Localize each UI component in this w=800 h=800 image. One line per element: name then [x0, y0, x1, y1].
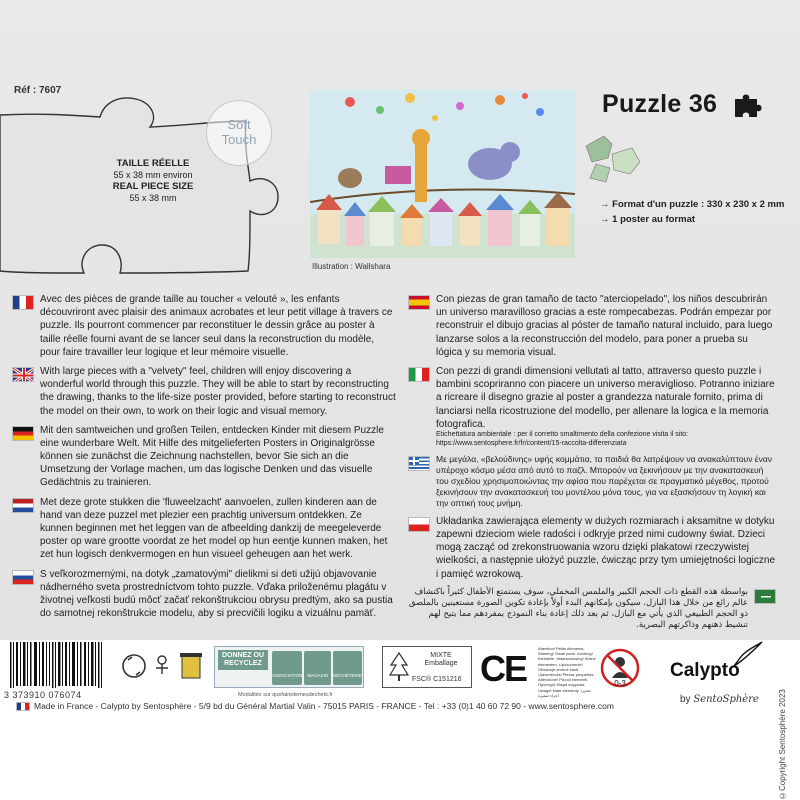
description-sk	[12, 568, 396, 621]
recycling-icons	[118, 648, 210, 684]
soft-touch-line2: Touch	[221, 132, 257, 147]
size-fr-value: 55 x 38 mm environ	[113, 169, 193, 180]
triman-label: DONNEZ OU RECYCLEZ	[218, 650, 268, 670]
piece-size-info	[98, 158, 208, 204]
description-column-right	[408, 293, 776, 638]
soft-touch-badge	[206, 100, 272, 166]
description-fr-text: Avec des pièces de grande taille au toucher « velouté », les enfants découvriront avec plaisir des animaux acrobates et leur petit village à travers ce puzzle. Ils pourront commencer par reconstituer le dessin grâce au poster à taille réelle fourni avant de se lancer seul dans la reconstruction du modèle, pour faire travailler leur logique et leur mémoire visuelle.	[40, 294, 393, 358]
bin-icon	[180, 653, 202, 678]
description-es-text: Con piezas de gran tamaño de tacto "aterciopelado", los niños descubrirán un universo maravilloso gracias a este rompecabezas. Podrán empezar por reconstruir el dibujo gracias al póster de tamaño natural incluido, para luego lanzarse solos a la reconstrucción del modelo, para poner a prueba su lógica y su memoria visual.	[436, 294, 773, 358]
age-warning-icon	[600, 648, 640, 688]
soft-touch-line1: Soft	[227, 117, 251, 133]
age-label: 0-3	[614, 679, 626, 688]
fsc-line2: Emballage	[424, 660, 458, 668]
description-pl-text: Układanka zawierająca elementy w dużych rozmiarach i aksamitne w dotyku zapewni dzieciom wiele radości i odkryje przed nimi cudowny świat. Dzieci mogą zacząć od zrekonstruowania wzoru dzięki plakatowi rzeczywistej wielkości, a następnie ułożyć puzzle, ćwicząc przy tym umiejętności logiczne i pamięć wzrokową.	[436, 515, 776, 580]
description-it-block	[436, 365, 776, 448]
spec-format-text: Format d'un puzzle : 330 x 230 x 2 mm	[612, 199, 785, 210]
brand-name: Calypto	[670, 660, 740, 681]
fsc-line1: MIXTE	[430, 652, 452, 659]
size-fr-title: TAILLE RÉELLE	[116, 158, 190, 169]
triman-items	[272, 651, 362, 685]
description-de	[12, 424, 396, 490]
description-fr	[12, 293, 396, 359]
triman-item-decheterie: DÉCHÈTERIE	[333, 651, 362, 685]
description-ar	[408, 587, 776, 632]
recycle-icon	[123, 655, 145, 677]
description-es	[408, 293, 776, 359]
spec-format: → Format d'un puzzle : 330 x 230 x 2 mm	[600, 199, 785, 210]
description-sk-text: S veľkorozmernými, na dotyk „zamatovými" dielikmi si deti užijú objavovanie nádherného sveta prostredníctvom tohto puzzle. Vďaka priloženému plagátu v životnej veľkosti budú môcť začať rekonštrukciou obrysu predtým, ako sa pustia do samotnej rekonštrukcie modelu, aby si precvičili logiku a vizuálnu pamäť.	[40, 568, 393, 620]
description-nl-text: Met deze grote stukken die 'fluweelzacht' aanvoelen, zullen kinderen aan de hand van deze puzzel met plezier een prachtig universum ontdekken. Ze kunnen beginnen met het leggen van de afbeelding dankzij de meegeleverde poster op ware grootte voordat ze het model op hun eentje kunnen maken, het zet hun logisch denkvermogen en hun visueel geheugen aan het werk.	[40, 496, 388, 561]
fsc-code: FSC® C151216	[412, 676, 462, 683]
description-nl	[12, 496, 396, 562]
description-it	[408, 365, 776, 448]
description-en-text: With large pieces with a "velvety" feel, children will enjoy discovering a wonderful world through this puzzle. They will be able to start by reconstructing the drawing, thanks to the life-size poster provided, before starting to reconstruct the model on their own, to work on their logic and visual memory.	[40, 365, 396, 417]
description-en	[12, 365, 396, 418]
puzzle-piece-icon	[733, 91, 765, 119]
size-en-value: 55 x 38 mm	[129, 193, 177, 203]
flag-poland-icon	[408, 517, 430, 532]
copyright-text: ©Copyright Sentosphère 2023	[778, 689, 787, 800]
flag-spain-icon	[408, 295, 430, 310]
flag-slovakia-icon	[12, 570, 34, 585]
flag-uk-icon	[12, 367, 34, 382]
brand-by: by	[680, 694, 691, 705]
fsc-tree-icon	[385, 649, 413, 685]
flag-germany-icon	[12, 426, 34, 441]
brand-sentosphere: SentoSphère	[693, 694, 759, 705]
product-title: Puzzle 36	[602, 90, 718, 118]
flag-netherlands-icon	[12, 498, 34, 513]
flag-greece-icon	[408, 456, 430, 471]
size-en-title: REAL PIECE SIZE	[112, 181, 194, 193]
triman-icon	[156, 656, 168, 674]
barcode-image	[4, 640, 116, 690]
illustration-caption: Illustration : Wallshara	[312, 262, 391, 271]
spec-poster: → 1 poster au format	[600, 214, 696, 225]
description-ar-text: بواسطة هذه القطع ذات الحجم الكبير والملمس المخملي، سوف يستمتع الأطفال كثيراً باكتشاف عالم رائع من خلال هذا البازل. سيكون بإمكانهم البدء أولاً بإعادة تكوين الصورة مستعينين بالملصق ذو الحجم الطبيعي الذي يأتي مع البازل، ثم بعد ذلك إعادة بناء النموذج بمفردهم مما يتيح لهم تنشيط ذهنهم وذاكرتهم البصرية.	[408, 586, 748, 631]
description-column-left	[12, 293, 396, 626]
made-in-france-line: Made in France - Calypto by Sentosphère - 5/9 bd du Général Martial Valin - 75015 PARIS - FRANCE - Tel : +33 (0)1 40 60 72 90 - www.sentosphere.com	[34, 701, 614, 711]
flag-france-small-icon	[16, 702, 30, 711]
loose-pieces-image	[582, 128, 652, 188]
description-el-text: Με μεγάλα, «βελούδινης» υφής κομμάτια, τα παιδιά θα λατρέψουν να ανακαλύπτουν έναν υπέροχο κόσμο μέσα από αυτό το παζλ. Μπορούν να ξεκινήσουν με την ανακατασκευή του σχεδίου χρησιμοποιώντας την αφίσα που παρέχεται σε πραγματικό μέγεθος, προτού ξεκινήσουν την ανακατασκευή του μοντέλου μόνα τους, για να εξασκήσουν τη λογική και την οπτική τους μνήμη.	[436, 454, 773, 508]
flag-arabic-icon	[754, 589, 776, 604]
flag-france-icon	[12, 295, 34, 310]
triman-item-magasin: MAGASIN	[304, 651, 331, 685]
puzzle-illustration	[310, 90, 575, 258]
description-it-text: Con pezzi di grandi dimensioni vellutati al tatto, attraverso questo puzzle i bambini scopriranno con piacere un universo meraviglioso. Potranno iniziare a ricreare il disegno grazie al poster a grandezza naturale fornito, prima di lanciarsi nella ricostruzione del modello, per allenare la logica e la memoria fotografica.	[436, 365, 775, 430]
small-parts-warning: Attention! Petits éléments. Warning! Small parts. Achtung! Kleinteile. Waarschuwing! Kleine elementen. Upozornenie! Obsahuje drobné časti. ¡Advertencia! Piezas pequeñas. Attenzione! Piccoli elementi. Προσοχή! Μικρά κομμάτια. Uwaga! Małe elementy. تحذير! أجزاء صغيرة	[538, 646, 596, 698]
triman-item-association: ASSOCIATION	[272, 651, 302, 685]
triman-note: Modalités sur quefairedemesdechets.fr	[238, 692, 333, 698]
flag-italy-icon	[408, 367, 430, 382]
description-el	[408, 454, 776, 508]
recycling-note: Etichettatura ambientale : per il corretto smaltimento della confezione visita il sito: https://www.sentosphere.fr/fr/content/15-raccolta-differenziata	[436, 430, 689, 447]
description-de-text: Mit den samtweichen und großen Teilen, entdecken Kinder mit diesem Puzzle eine wunderbare Welt. Mit Hilfe des mitgelieferten Posters in Originalgrösse können sie zunächst die Zeichnung nachstellen, bevor Sie sich an die Umsetzung der Vorlage machen, um das logische Denken und das visuelle Gedächtnis zu trainieren.	[40, 424, 384, 489]
fsc-text	[413, 652, 469, 669]
reference-number: Réf : 7607	[14, 85, 62, 96]
barcode-number: 3 373910 076074	[4, 690, 82, 700]
illustration-image	[310, 90, 575, 258]
ce-mark: CE	[480, 648, 527, 689]
brand-byline	[680, 694, 759, 705]
description-pl	[408, 515, 776, 581]
spec-poster-text: 1 poster au format	[612, 214, 696, 225]
